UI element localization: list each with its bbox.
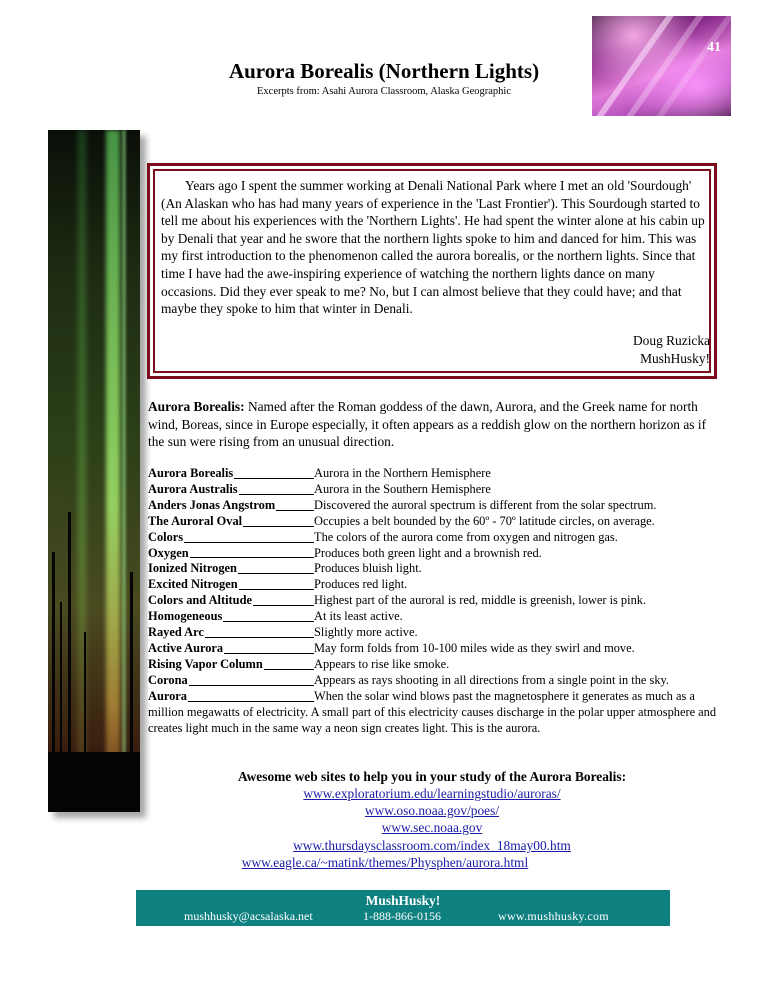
glossary-row	[148, 689, 728, 737]
link-oso-noaa[interactable]: www.oso.noaa.gov/poes/	[364, 803, 500, 818]
glossary-term: Rayed Arc	[148, 625, 204, 640]
glossary-row	[148, 609, 728, 625]
glossary-definition: When the solar wind blows past the magnetosphere it generates as much as a million megawatts of electricity. A small part of this electricity causes discharge in the polar upper atmosphere and creates light much in the same way a neon sign creates light. This is the aurora.	[148, 688, 717, 735]
glossary-row	[148, 546, 728, 562]
footer-brand: MushHusky!	[365, 893, 441, 908]
glossary-row	[148, 657, 728, 673]
glossary-term: Aurora	[148, 688, 188, 703]
glossary-definition: Produces bluish light.	[314, 561, 422, 576]
glossary-definition: Produces red light.	[314, 577, 408, 592]
page-number: 41	[707, 40, 721, 55]
glossary-term: Aurora Australis	[148, 481, 238, 496]
quote-text	[161, 177, 713, 318]
glossary-row	[148, 514, 728, 530]
glossary-row	[148, 673, 728, 689]
glossary-term: Oxygen	[148, 545, 189, 560]
aurora-photo-side	[48, 130, 140, 812]
footer-bar	[136, 890, 670, 926]
glossary-definition: Aurora in the Southern Hemisphere	[314, 481, 491, 496]
glossary-definition: May form folds from 10-100 miles wide as they swirl and move.	[314, 640, 635, 655]
glossary-row	[148, 593, 728, 609]
glossary-term: Colors and Altitude	[148, 593, 252, 608]
glossary-definition: At its least active.	[314, 609, 403, 624]
intro-text: Named after the Roman goddess of the dawn, Aurora, and the Greek name for north wind, Boreas, since in Europe especially, it often appears as a reddish glow on the northern horizon as if the sun were rising from an unusual direction.	[148, 399, 707, 450]
page-subtitle: Excerpts from: Asahi Aurora Classroom, Alaska Geographic	[257, 86, 511, 97]
glossary-definition: Highest part of the auroral is red, middle is greenish, lower is pink.	[314, 593, 647, 608]
glossary-definition: Appears as rays shooting in all directions from a single point in the sky.	[314, 672, 670, 687]
footer-email: mushhusky@acsalaska.net	[184, 909, 313, 923]
intro-paragraph	[148, 398, 722, 451]
intro-term: Aurora Borealis:	[148, 399, 245, 414]
glossary-definition: Produces both green light and a brownish red.	[314, 545, 542, 560]
glossary-term: The Auroral Oval	[148, 513, 243, 528]
glossary-term: Corona	[148, 672, 188, 687]
glossary-term: Ionized Nitrogen	[148, 561, 237, 576]
quote-paragraph: Years ago I spent the summer working at Denali National Park where I met an old 'Sourdough' (An Alaskan who has had many years of experience in the 'Last Frontier'). This Sourdough started to tell me about his experiences with the 'Northern Lights'. He had spent the winter alone at his cabin up by Denali that year and he swore that the northern lights spoke to him and danced for him. This was my first introduction to the phenomenon called the aurora borealis, or the northern lights. Since that time I have had the awe-inspiring experience of watching the northern lights dance on many occasions. Did they ever speak to me? No, but I can almost believe that they could have; and that maybe they spoke to him that winter in Denali.	[161, 178, 705, 317]
link-exploratorium[interactable]: www.exploratorium.edu/learningstudio/auroras/	[303, 786, 561, 801]
glossary-term: Aurora Borealis	[148, 466, 234, 480]
glossary-definition: The colors of the aurora come from oxygen and nitrogen gas.	[314, 529, 618, 544]
glossary-row	[148, 641, 728, 657]
quote-author	[560, 332, 710, 367]
glossary-row	[148, 482, 728, 498]
links-heading: Awesome web sites to help you in your study of the Aurora Borealis:	[237, 769, 627, 784]
glossary-row	[148, 561, 728, 577]
glossary-list	[148, 466, 728, 736]
glossary-row	[148, 498, 728, 514]
glossary-definition: Occupies a belt bounded by the 60º - 70º latitude circles, on average.	[314, 513, 655, 528]
glossary-definition: Discovered the auroral spectrum is different from the solar spectrum.	[314, 497, 657, 512]
glossary-row	[148, 625, 728, 641]
glossary-term: Anders Jonas Angstrom	[148, 497, 276, 512]
glossary-row	[148, 577, 728, 593]
link-thursdaysclassroom[interactable]: www.thursdaysclassroom.com/index_18may00.htm	[293, 838, 571, 853]
glossary-row	[148, 466, 728, 482]
quote-author-org: MushHusky!	[640, 350, 710, 366]
glossary-definition: Slightly more active.	[314, 625, 418, 640]
glossary-row	[148, 530, 728, 546]
page-title: Aurora Borealis (Northern Lights)	[228, 59, 540, 83]
footer-phone: 1-888-866-0156	[363, 909, 441, 923]
glossary-term: Excited Nitrogen	[148, 577, 238, 592]
link-eagle[interactable]: www.eagle.ca/~matink/themes/Physphen/aurora.html	[241, 855, 529, 870]
footer-website: www.mushhusky.com	[498, 909, 609, 923]
glossary-term: Homogeneous	[148, 609, 223, 624]
glossary-term: Rising Vapor Column	[148, 656, 263, 671]
glossary-definition: Aurora in the Northern Hemisphere	[314, 466, 491, 480]
glossary-term: Active Aurora	[148, 640, 224, 655]
quote-author-name: Doug Ruzicka	[633, 333, 710, 348]
glossary-definition: Appears to rise like smoke.	[314, 656, 450, 671]
glossary-term: Colors	[148, 529, 184, 544]
link-sec-noaa[interactable]: www.sec.noaa.gov	[381, 820, 483, 835]
